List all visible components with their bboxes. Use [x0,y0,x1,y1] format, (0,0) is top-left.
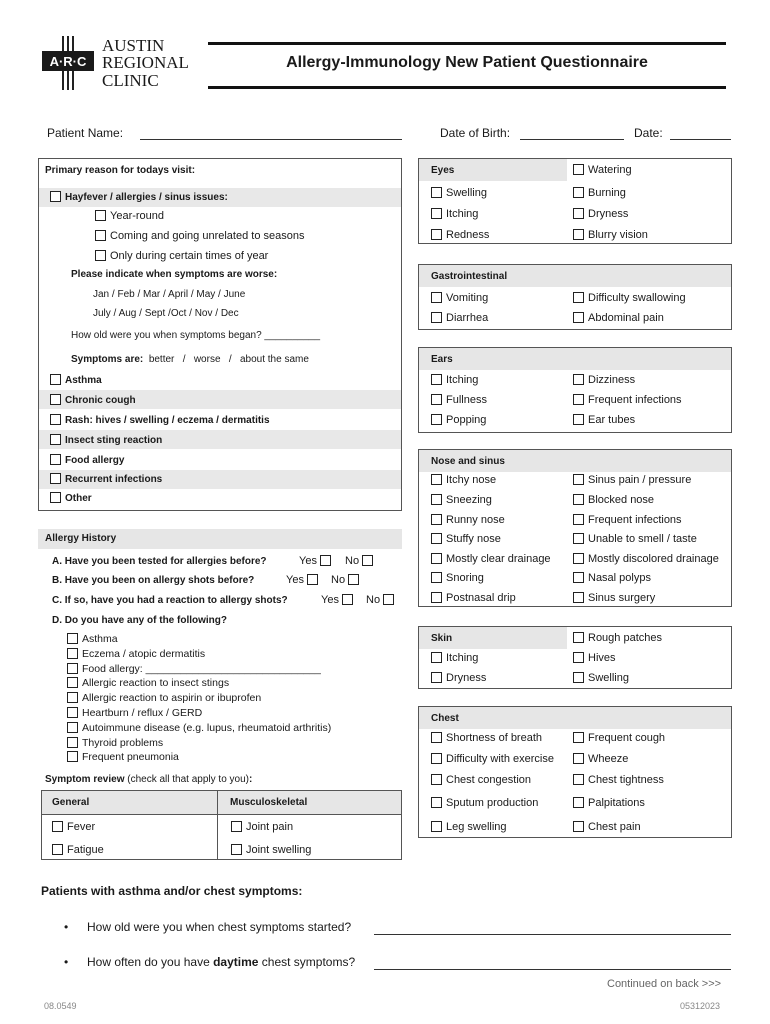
asthma-q2: How often do you have daytime chest symptoms? [87,955,356,969]
symptom-checkbox[interactable]: Vomiting [431,292,488,305]
reason-chronic-cough[interactable]: Chronic cough [50,394,136,407]
system-box-gi [418,264,732,330]
question-d: D. Do you have any of the following? [52,615,228,626]
symptom-checkbox[interactable]: Fullness [431,394,487,407]
system-header-bg [419,348,731,370]
symptom-checkbox[interactable]: Burning [573,187,626,200]
page-title: Allergy-Immunology New Patient Questionnaire [286,54,648,71]
symptom-checkbox[interactable]: Chest tightness [573,774,664,787]
symptoms-are: Symptoms are: better / worse / about the same [71,354,309,365]
visit-reason-box [38,158,402,511]
symptom-checkbox[interactable]: Shortness of breath [431,732,542,745]
system-heading: Nose and sinus [431,456,505,467]
dob-field[interactable] [520,139,624,140]
symptom-checkbox[interactable]: Palpitations [573,797,645,810]
system-box-skin [418,626,732,689]
general-fatigue[interactable]: Fatigue [52,844,104,857]
symptom-checkbox[interactable]: Rough patches [573,632,662,645]
symptom-checkbox[interactable]: Sinus pain / pressure [573,474,691,487]
symptom-checkbox[interactable]: Frequent cough [573,732,665,745]
symptom-checkbox[interactable]: Itching [431,652,478,665]
symptom-checkbox[interactable]: Itchy nose [431,474,496,487]
symptom-review-table [41,790,402,860]
general-fever[interactable]: Fever [52,821,95,834]
system-heading: Gastrointestinal [431,271,508,282]
asthma-q1: How old were you when chest symptoms started? [87,920,352,934]
symptom-checkbox[interactable]: Snoring [431,572,484,585]
title-rule-bottom [208,86,726,89]
allergy-history-heading: Allergy History [45,533,117,544]
checkbox-box[interactable] [67,751,78,762]
form-code-right: 05312023 [680,1001,721,1011]
symptom-checkbox[interactable]: Wheeze [573,753,628,766]
hay-option[interactable]: Year-round [95,210,164,223]
patient-name-label: Patient Name: [47,126,124,140]
symptom-checkbox[interactable]: Sinus surgery [573,592,655,605]
asthma-heading: Patients with asthma and/or chest symptoms: [41,884,303,898]
clinic-logo [42,36,202,90]
reason-insect-sting[interactable]: Insect sting reaction [50,434,162,447]
bullet-2: • [64,955,69,969]
symptom-checkbox[interactable]: Swelling [573,672,629,685]
logo-line1: AUSTIN [102,36,165,55]
checkbox-box[interactable] [50,191,61,202]
symptom-checkbox[interactable]: Dryness [573,208,628,221]
symptom-checkbox[interactable]: Itching [431,208,478,221]
reason-rash[interactable]: Rash: hives / swelling / eczema / dermatitis [50,414,270,427]
symptom-checkbox[interactable]: Frequent infections [573,394,682,407]
symptom-checkbox[interactable]: Mostly clear drainage [431,553,551,566]
system-box-ears [418,347,732,433]
hayfever-checkbox[interactable]: Hayfever / allergies / sinus issues: [50,191,228,204]
symptom-checkbox[interactable]: Mostly discolored drainage [573,553,719,566]
checkbox-box[interactable] [67,663,78,674]
symptom-checkbox[interactable]: Sputum production [431,797,538,810]
condition-item[interactable]: Food allergy: ______________________________ [67,663,321,676]
symptom-checkbox[interactable]: Chest congestion [431,774,531,787]
asthma-q2-field[interactable] [374,969,731,970]
hay-option[interactable]: Only during certain times of year [95,250,268,263]
reason-asthma[interactable]: Asthma [50,374,102,387]
qb-yes[interactable]: Yes [286,574,322,587]
condition-item[interactable]: Allergic reaction to aspirin or ibuprofen [67,692,261,705]
form-code-left: 08.0549 [44,1001,77,1011]
symptom-checkbox[interactable]: Dizziness [573,374,635,387]
began-question: How old were you when symptoms began? __________ [71,330,321,341]
symptom-checkbox[interactable]: Unable to smell / taste [573,533,697,546]
system-header-bg [419,707,731,729]
symptom-checkbox[interactable]: Difficulty with exercise [431,753,554,766]
checkbox-box[interactable] [67,677,78,688]
reason-other[interactable]: Other [50,492,92,505]
date-field[interactable] [670,139,731,140]
system-heading: Skin [431,633,453,644]
symptom-checkbox[interactable]: Frequent infections [573,514,682,527]
symptom-checkbox[interactable]: Ear tubes [573,414,635,427]
system-box-eyes [418,158,732,244]
symptom-checkbox[interactable]: Watering [573,164,632,177]
logo-line2: REGIONAL [102,53,189,72]
checkbox-box[interactable] [67,737,78,748]
qa-no[interactable]: No [345,555,377,568]
visit-reason-heading: Primary reason for todays visit: [45,165,196,176]
symptom-checkbox[interactable]: Redness [431,229,489,242]
condition-item[interactable]: Eczema / atopic dermatitis [67,648,205,661]
checkbox-box[interactable] [67,707,78,718]
system-box-chest [418,706,732,838]
symptom-checkbox[interactable]: Stuffy nose [431,533,501,546]
condition-item[interactable]: Thyroid problems [67,737,163,750]
checkbox-box[interactable] [67,633,78,644]
date-label: Date: [634,126,663,140]
question-c: C. If so, have you had a reaction to allergy shots? [52,595,288,606]
symptom-checkbox[interactable]: Sneezing [431,494,492,507]
condition-item[interactable]: Heartburn / reflux / GERD [67,707,202,720]
qc-no[interactable]: No [366,594,398,607]
symptom-checkbox[interactable]: Leg swelling [431,821,507,834]
qa-yes[interactable]: Yes [299,555,335,568]
symptom-checkbox[interactable]: Blurry vision [573,229,648,242]
symptom-checkbox[interactable]: Runny nose [431,514,505,527]
dob-label: Date of Birth: [440,126,511,140]
system-heading: Ears [431,354,453,365]
system-box-nose [418,449,732,607]
symptom-checkbox[interactable]: Abdominal pain [573,312,664,325]
logo-line3: CLINIC [102,71,159,90]
musculo-joint-swelling[interactable]: Joint swelling [231,844,311,857]
asthma-q1-field[interactable] [374,934,731,935]
system-heading: Chest [431,713,459,724]
symptom-checkbox[interactable]: Diarrhea [431,312,488,325]
patient-name-field[interactable] [140,139,402,140]
musculo-heading: Musculoskeletal [230,797,308,808]
symptom-checkbox[interactable]: Difficulty swallowing [573,292,686,305]
hay-option[interactable]: Coming and going unrelated to seasons [95,230,304,243]
condition-item[interactable]: Asthma [67,633,118,646]
worse-label: Please indicate when symptoms are worse: [71,269,278,280]
checkbox-box[interactable] [67,722,78,733]
checkbox-box[interactable] [67,648,78,659]
symptom-checkbox[interactable]: Blocked nose [573,494,654,507]
symptom-checkbox[interactable]: Hives [573,652,616,665]
symptom-checkbox[interactable]: Popping [431,414,486,427]
continued-note: Continued on back >>> [607,978,722,990]
system-heading: Eyes [431,165,455,176]
checkbox-box[interactable] [67,692,78,703]
condition-item[interactable]: Autoimmune disease (e.g. lupus, rheumatoid arthritis) [67,722,331,735]
logo-mark: A·R·C [49,54,87,69]
musculo-joint-pain[interactable]: Joint pain [231,821,293,834]
general-heading: General [52,797,90,808]
reason-food-allergy[interactable]: Food allergy [50,454,124,467]
months-line-2: July / Aug / Sept /Oct / Nov / Dec [93,308,239,319]
symptom-checkbox[interactable]: Itching [431,374,478,387]
reason-recurrent-infections[interactable]: Recurrent infections [50,473,162,486]
title-rule-top [208,42,726,45]
months-line-1: Jan / Feb / Mar / April / May / June [93,289,246,300]
question-a: A. Have you been tested for allergies before? [52,556,267,567]
symptom-checkbox[interactable]: Dryness [431,672,486,685]
qc-yes[interactable]: Yes [321,594,357,607]
qb-no[interactable]: No [331,574,363,587]
symptom-checkbox[interactable]: Chest pain [573,821,641,834]
symptom-checkbox[interactable]: Nasal polyps [573,572,651,585]
symptom-checkbox[interactable]: Swelling [431,187,487,200]
condition-item[interactable]: Allergic reaction to insect stings [67,677,229,690]
symptom-checkbox[interactable]: Postnasal drip [431,592,516,605]
bullet-1: • [64,920,69,934]
condition-item[interactable]: Frequent pneumonia [67,751,179,764]
symptom-review-label: Symptom review (check all that apply to you): [45,774,253,785]
question-b: B. Have you been on allergy shots before? [52,575,255,586]
